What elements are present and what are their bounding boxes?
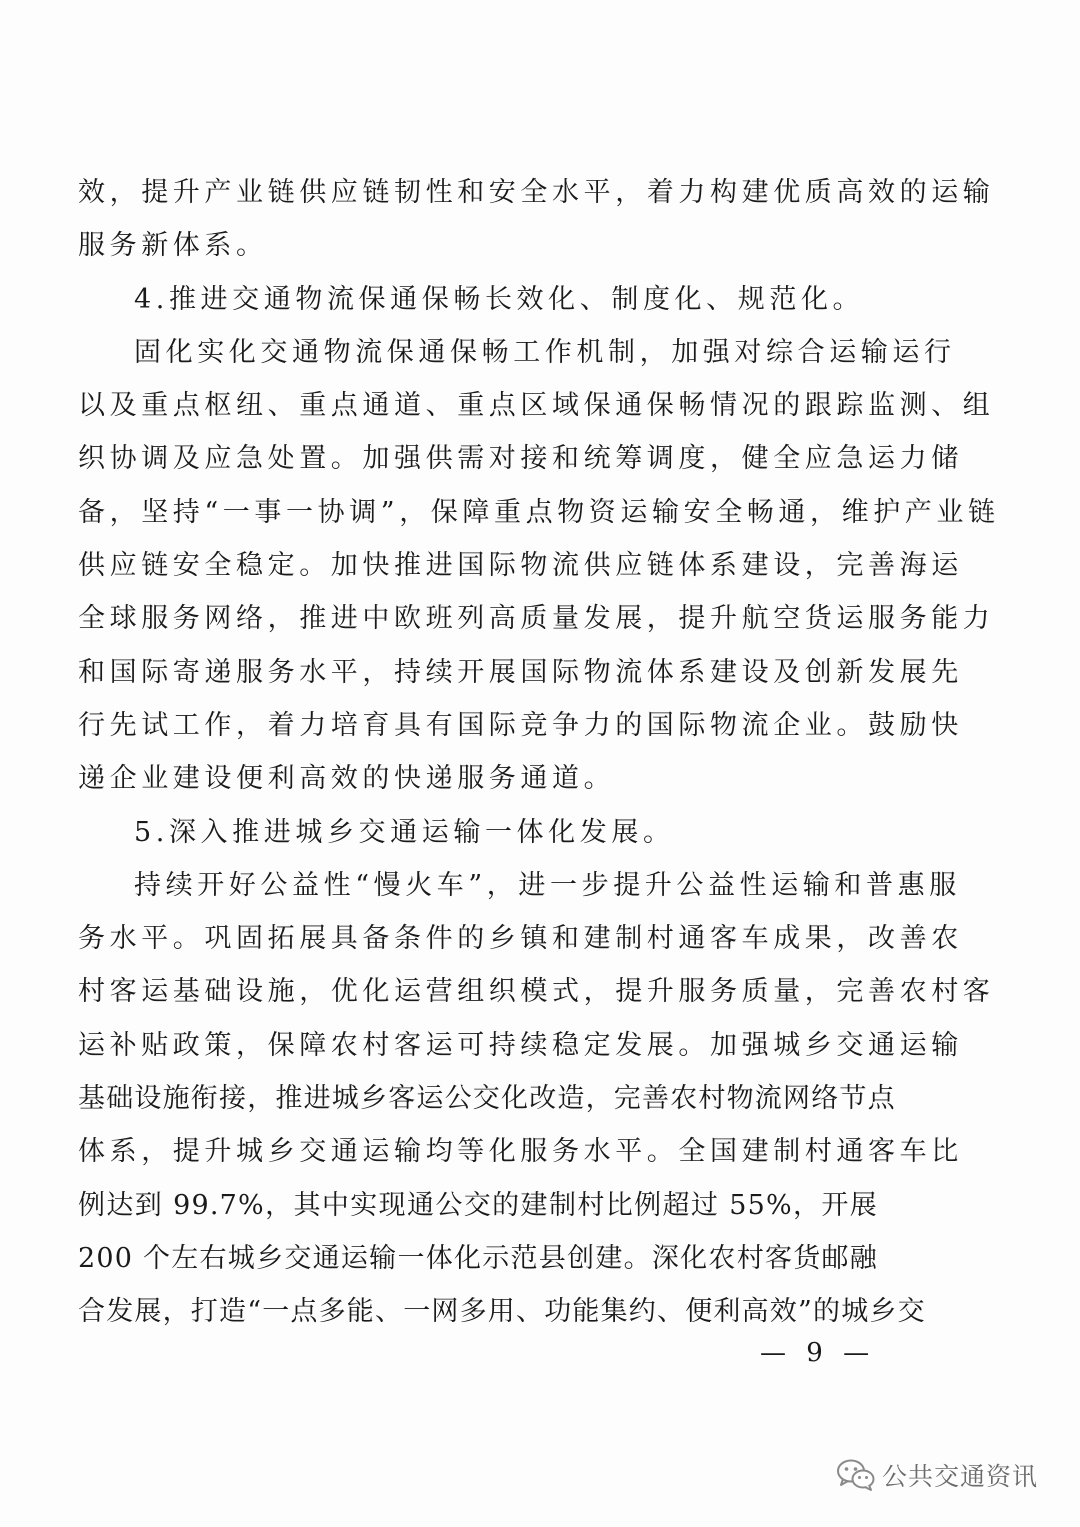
section-heading-5: 5.深入推进城乡交通运输一体化发展。: [134, 816, 675, 848]
wechat-icon: [836, 1458, 876, 1492]
text-line-9: 全球服务网络，推进中欧班列高质量发展，提升航空货运服务能力: [78, 603, 995, 635]
text-line-17: 运补贴政策，保障农村客运可持续稳定发展。加强城乡交通运输: [78, 1029, 963, 1061]
text-line-1: 效，提升产业链供应链韧性和安全水平，着力构建优质高效的运输: [78, 177, 995, 208]
text-line-21: 200 个左右城乡交通运输一体化示范县创建。深化农村客货邮融: [78, 1242, 878, 1274]
text-line-5: 以及重点枢纽、重点通道、重点区域保通保畅情况的跟踪监测、组: [78, 390, 995, 422]
watermark-text: 公共交通资讯: [882, 1462, 1039, 1491]
document-body: [78, 166, 1000, 1339]
text-line-8: 供应链安全稳定。加快推进国际物流供应链体系建设，完善海运: [78, 550, 963, 582]
text-line-22: 合发展，打造“一点多能、一网多用、功能集约、便利高效”的城乡交: [78, 1296, 926, 1328]
text-line-12: 递企业建设便利高效的快递服务通道。: [78, 763, 616, 795]
page-number: — 9 —: [760, 1338, 876, 1368]
text-line-11: 行先试工作，着力培育具有国际竞争力的国际物流企业。鼓励快: [78, 709, 963, 741]
text-line-18: 基础设施衔接，推进城乡客运公交化改造，完善农村物流网络节点: [78, 1083, 896, 1115]
text-line-10: 和国际寄递服务水平，持续开展国际物流体系建设及创新发展先: [78, 656, 963, 688]
text-line-2: 服务新体系。: [78, 230, 268, 262]
text-line-14: 持续开好公益性“慢火车”，进一步提升公益性运输和普惠服: [134, 869, 961, 901]
text-line-15: 务水平。巩固拓展具备条件的乡镇和建制村通客车成果，改善农: [78, 923, 963, 955]
section-heading-4: 4.推进交通物流保通保畅长效化、制度化、规范化。: [134, 283, 865, 315]
text-line-20: 例达到 99.7%，其中实现通公交的建制村比例超过 55%，开展: [78, 1189, 878, 1221]
text-line-16: 村客运基础设施，优化运营组织模式，提升服务质量，完善农村客: [78, 976, 995, 1008]
text-line-7: 备，坚持“一事一协调”，保障重点物资运输安全畅通，维护产业链: [78, 496, 1000, 528]
text-line-6: 织协调及应急处置。加强供需对接和统筹调度，健全应急运力储: [78, 443, 963, 475]
text-line-19: 体系，提升城乡交通运输均等化服务水平。全国建制村通客车比: [78, 1136, 963, 1168]
text-line-4: 固化实化交通物流保通保畅工作机制，加强对综合运输运行: [134, 336, 956, 368]
watermark: [836, 1453, 1038, 1497]
